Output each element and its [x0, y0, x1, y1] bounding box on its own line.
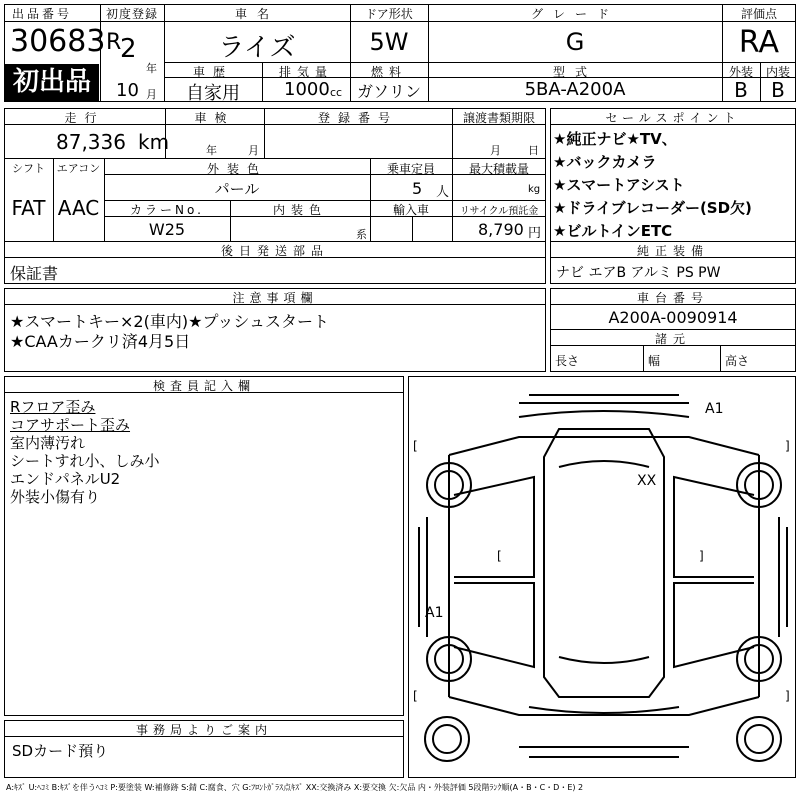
- equip-value: ナビ エアB アルミ PS PW: [556, 265, 721, 281]
- sales-point: ★スマートアシスト: [553, 176, 685, 194]
- grade-label: グレード: [530, 7, 619, 21]
- dims-label: 諸元: [654, 332, 691, 346]
- int-color-unit: 系: [356, 228, 367, 241]
- bracket-close: ]: [785, 439, 790, 453]
- recycle-label: リサイクル預託金: [459, 206, 539, 217]
- notes-label: 注意事項欄: [232, 291, 318, 305]
- bracket-open: [: [413, 439, 418, 453]
- grade-value: G: [565, 28, 585, 56]
- damage-mark-a1-left: A1: [425, 605, 444, 621]
- inspector-line: Rフロア歪み: [10, 398, 96, 416]
- car-diagram: [408, 376, 796, 778]
- sales-label: セールスポイント: [605, 111, 741, 125]
- int-color-label: 内装色: [272, 203, 327, 217]
- inspection-month-unit: 月: [248, 144, 259, 157]
- recycle-unit: 円: [528, 226, 542, 241]
- inspector-line: 外装小傷有り: [10, 488, 101, 506]
- inspection-year-unit: 年: [206, 144, 217, 157]
- month-unit: 月: [146, 88, 157, 101]
- first-reg-year: 2: [120, 34, 137, 64]
- inspector-line: エンドパネルU2: [10, 470, 121, 488]
- inspection-label: 車検: [194, 111, 235, 125]
- era-mark: R: [106, 30, 122, 55]
- mileage-unit: km: [138, 130, 170, 154]
- later-parts-label: 後日発送部品: [220, 244, 329, 258]
- mileage-value: 87,336: [56, 130, 126, 154]
- car-name-label: 車名: [234, 7, 279, 21]
- width-label: 幅: [648, 354, 661, 368]
- legend-footer: A:ｷｽﾞ U:ﾍｺﾐ B:ｷｽﾞを伴うﾍｺﾐ P:要塗装 W:補修跡 S:錆 C:腐食、穴 G:ﾌﾛﾝﾄｶﾞﾗｽ点ｷｽﾞ XX:交換済み X:要交換 欠:欠品 内・外装評価 5段階ﾗﾝｸ順(A・B・C・D・E) 2: [6, 783, 584, 792]
- first-listing-badge: 初出品: [5, 64, 99, 101]
- office-label: 事務局よりご案内: [135, 723, 272, 737]
- exterior-label: 外装: [728, 65, 753, 79]
- length-label: 長さ: [555, 354, 580, 368]
- transfer-month-unit: 月: [490, 144, 501, 157]
- score-label: 評価点: [740, 7, 777, 21]
- height-label: 高さ: [725, 354, 750, 368]
- model-label: 型式: [552, 65, 597, 79]
- ac-label: エアコン: [56, 162, 101, 175]
- first-reg-label: 初度登録: [106, 7, 159, 21]
- interior-label: 内装: [765, 65, 790, 79]
- door-label: ドア形状: [365, 7, 413, 21]
- interior-value: B: [771, 78, 785, 102]
- ac-value: AAC: [57, 196, 100, 220]
- sales-point: ★ドライブレコーダー(SD欠): [553, 199, 752, 217]
- sales-point: ★純正ナビ★TV、: [553, 130, 677, 148]
- shift-label: シフト: [12, 162, 45, 175]
- mileage-label: 走行: [64, 111, 105, 125]
- first-reg-month: 10: [116, 80, 139, 101]
- fuel-value: ガソリン: [356, 82, 421, 101]
- equip-label: 純正装備: [636, 244, 709, 258]
- fuel-label: 燃料: [370, 65, 407, 79]
- shift-value: FAT: [11, 196, 46, 220]
- sales-point: ★ビルトインETC: [553, 222, 673, 240]
- bracket-close: ]: [785, 689, 790, 703]
- color-value: パール: [214, 180, 260, 198]
- color-no-value: W25: [148, 220, 186, 239]
- notes-line: ★CAAカークリ済4月5日: [10, 332, 191, 351]
- max-load-unit: kg: [528, 184, 541, 195]
- chassis-label: 車台番号: [636, 291, 709, 305]
- year-unit: 年: [146, 62, 157, 75]
- lot-number: 30683: [10, 24, 106, 59]
- displacement-unit: cc: [330, 86, 343, 99]
- history-label: 車歴: [192, 65, 233, 79]
- model-value: 5BA-A200A: [524, 79, 626, 100]
- bracket-open: [: [413, 689, 418, 703]
- exterior-value: B: [734, 78, 748, 102]
- reg-no-label: 登録番号: [317, 111, 398, 125]
- transfer-day-unit: 日: [528, 144, 539, 157]
- recycle-value: 8,790: [478, 220, 524, 239]
- transfer-label: 譲渡書類期限: [462, 111, 535, 125]
- later-parts-value: 保証書: [10, 264, 59, 283]
- chassis-value: A200A-0090914: [608, 308, 738, 327]
- bracket-close: ]: [699, 549, 704, 563]
- capacity-value: 5: [412, 179, 423, 198]
- sales-point: ★バックカメラ: [553, 153, 657, 171]
- damage-mark-xx: XX: [637, 473, 657, 489]
- notes-line: ★スマートキー×2(車内)★プッシュスタート: [10, 312, 329, 331]
- lot-label: 出品番号: [12, 7, 73, 21]
- color-label: 外装色: [206, 162, 267, 176]
- inspector-line: シートすれ小、しみ小: [10, 452, 160, 470]
- capacity-unit: 人: [436, 185, 450, 200]
- inspector-line: コアサポート歪み: [10, 416, 131, 434]
- max-load-label: 最大積載量: [468, 162, 529, 176]
- car-outline-diagram: [409, 377, 797, 779]
- inspector-label: 検査員記入欄: [152, 379, 255, 393]
- office-value: SDカード預り: [12, 742, 109, 760]
- displacement-label: 排気量: [278, 65, 333, 79]
- score-value: RA: [738, 25, 780, 60]
- door-value: 5W: [369, 28, 409, 56]
- import-label: 輸入車: [392, 203, 429, 217]
- damage-mark-a1-top: A1: [705, 401, 724, 417]
- inspector-line: 室内薄汚れ: [10, 434, 86, 452]
- capacity-label: 乗車定員: [386, 162, 435, 176]
- car-name: ライズ: [218, 33, 296, 63]
- displacement-value: 1000: [284, 79, 330, 100]
- bracket-open: [: [497, 549, 502, 563]
- color-no-label: カラーNo.: [130, 203, 204, 217]
- history-value: 自家用: [186, 83, 240, 104]
